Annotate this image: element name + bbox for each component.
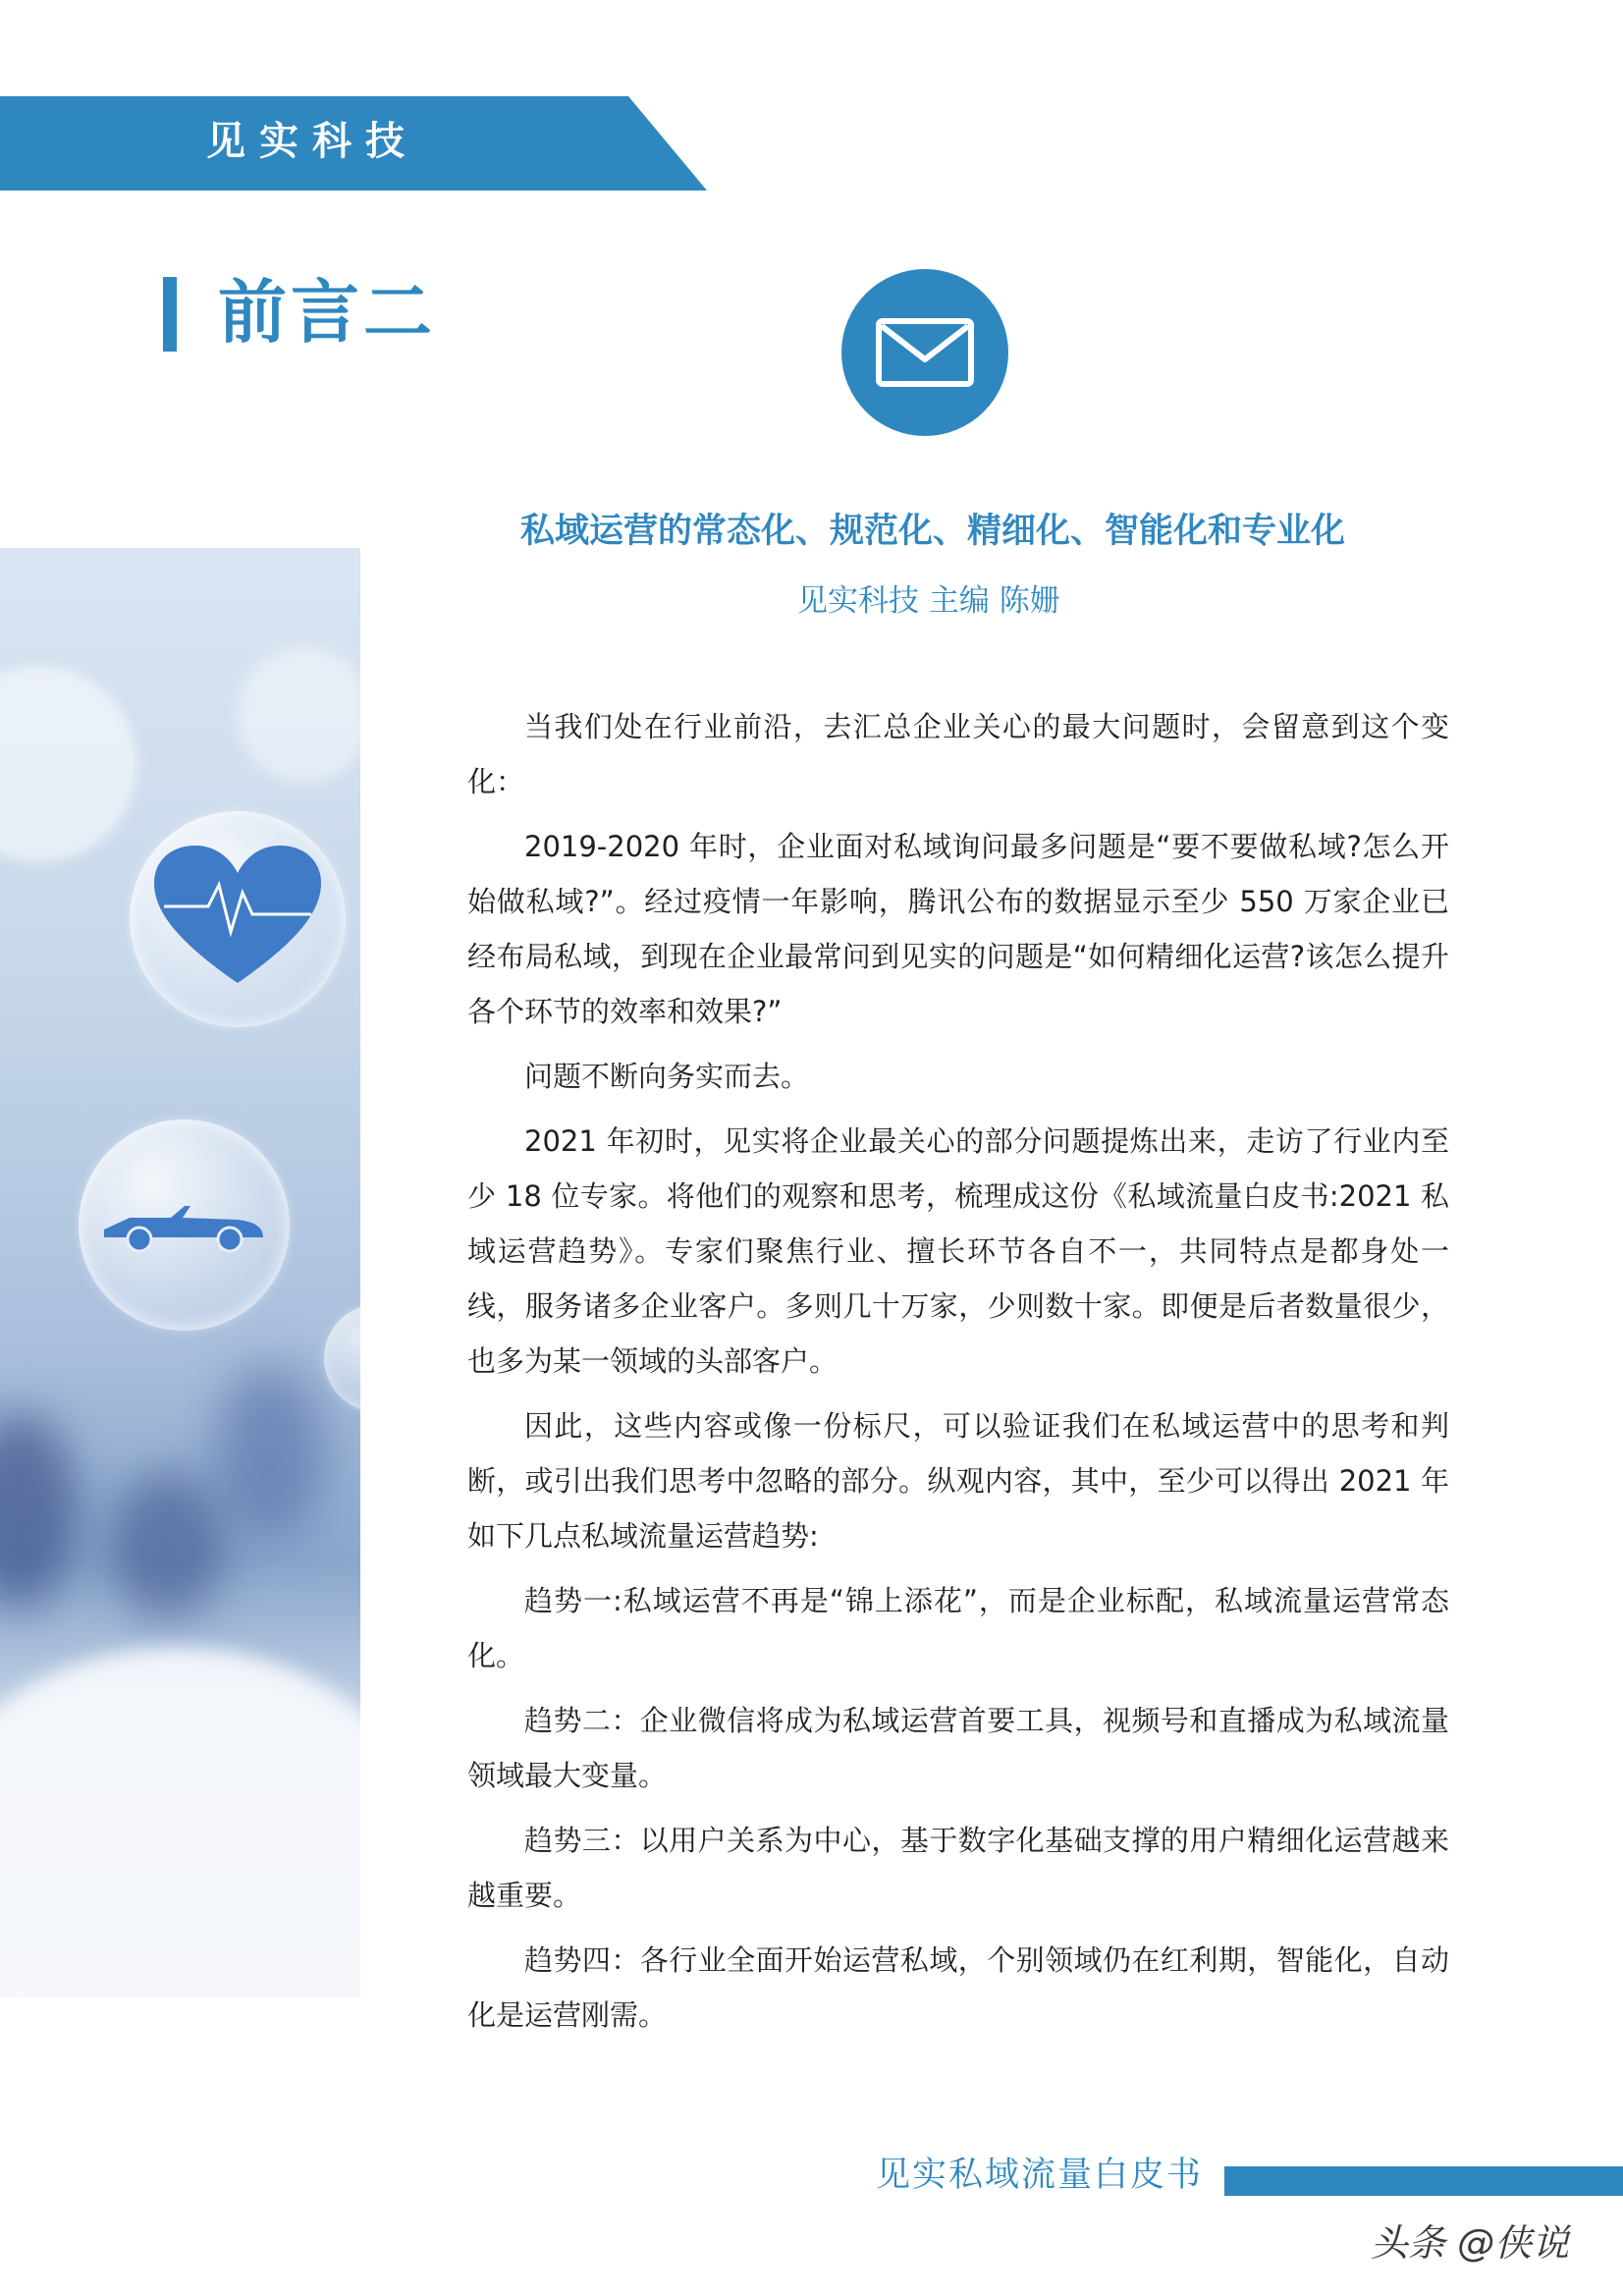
- photo-blur-shape: [216, 1363, 324, 1540]
- mail-badge: [841, 269, 1008, 436]
- body-paragraph: 当我们处在行业前沿，去汇总企业关心的最大问题时，会留意到这个变化：: [467, 710, 1449, 798]
- body-paragraph: 2019-2020 年时，企业面对私域询问最多问题是“要不要做私域?怎么开始做私域?”。经过疫情一年影响，腾讯公布的数据显示至少 550 万家企业已经布局私域，到现在企业最常问到见实的问题是“如何精细化运营?该怎么提升各个环节的效率和效果?”: [467, 830, 1449, 1028]
- footer-bar: [1224, 2166, 1623, 2196]
- photo-blur-shape: [0, 1412, 79, 1609]
- article-author: 见实科技 主编 陈姗: [797, 583, 1060, 619]
- side-photo: [0, 548, 360, 1997]
- section-title: 前言二: [218, 272, 436, 353]
- article-title: 私域运营的常态化、规范化、精细化、智能化和专业化: [520, 512, 1346, 551]
- photo-blur-shape: [236, 646, 360, 784]
- heart-bubble: [130, 811, 346, 1027]
- trend-paragraph: 趋势二：企业微信将成为私域运营首要工具，视频号和直播成为私域流量领域最大变量。: [467, 1704, 1449, 1792]
- trend-paragraph: 趋势四：各行业全面开始运营私域，个别领域仍在红利期，智能化，自动化是运营刚需。: [467, 1943, 1449, 2032]
- heartbeat-heart-icon: [154, 846, 321, 993]
- brand-name: 见实科技: [206, 119, 418, 164]
- section-title-bar: [163, 277, 177, 352]
- envelope-icon: [876, 318, 974, 387]
- body-paragraph: 因此，这些内容或像一份标尺，可以验证我们在私域运营中的思考和判断，或引出我们思考中忽略的部分。纵观内容，其中，至少可以得出 2021 年如下几点私域流量运营趋势:: [467, 1409, 1449, 1553]
- car-bubble: [79, 1120, 290, 1331]
- trend-paragraph: 趋势三：以用户关系为中心，基于数字化基础支撑的用户精细化运营越来越重要。: [467, 1824, 1449, 1912]
- body-paragraph: 问题不断向务实而去。: [524, 1060, 810, 1093]
- article-body: [467, 699, 1449, 2052]
- photo-blur-shape: [0, 1648, 360, 1997]
- partial-bubble: [324, 1304, 360, 1412]
- trend-paragraph: 趋势一:私域运营不再是“锦上添花”，而是企业标配，私域流量运营常态化。: [467, 1584, 1449, 1672]
- footer-title: 见实私域流量白皮书: [876, 2156, 1204, 2195]
- photo-blur-shape: [108, 1471, 226, 1618]
- body-paragraph: 2021 年初时，见实将企业最关心的部分问题提炼出来，走访了行业内至少 18 位专家。将他们的观察和思考，梳理成这份《私域流量白皮书:2021 私域运营趋势》。专家们聚焦行业、擅长环节各自不一，共同特点是都身处一线，服务诸多企业客户。多则几十万家，少则数十家。即便是后者数量很少，也多为某一领域的头部客户。: [467, 1124, 1449, 1378]
- watermark: 头条 @侠说: [1371, 2221, 1570, 2265]
- photo-blur-shape: [0, 666, 137, 862]
- convertible-car-icon: [100, 1196, 267, 1255]
